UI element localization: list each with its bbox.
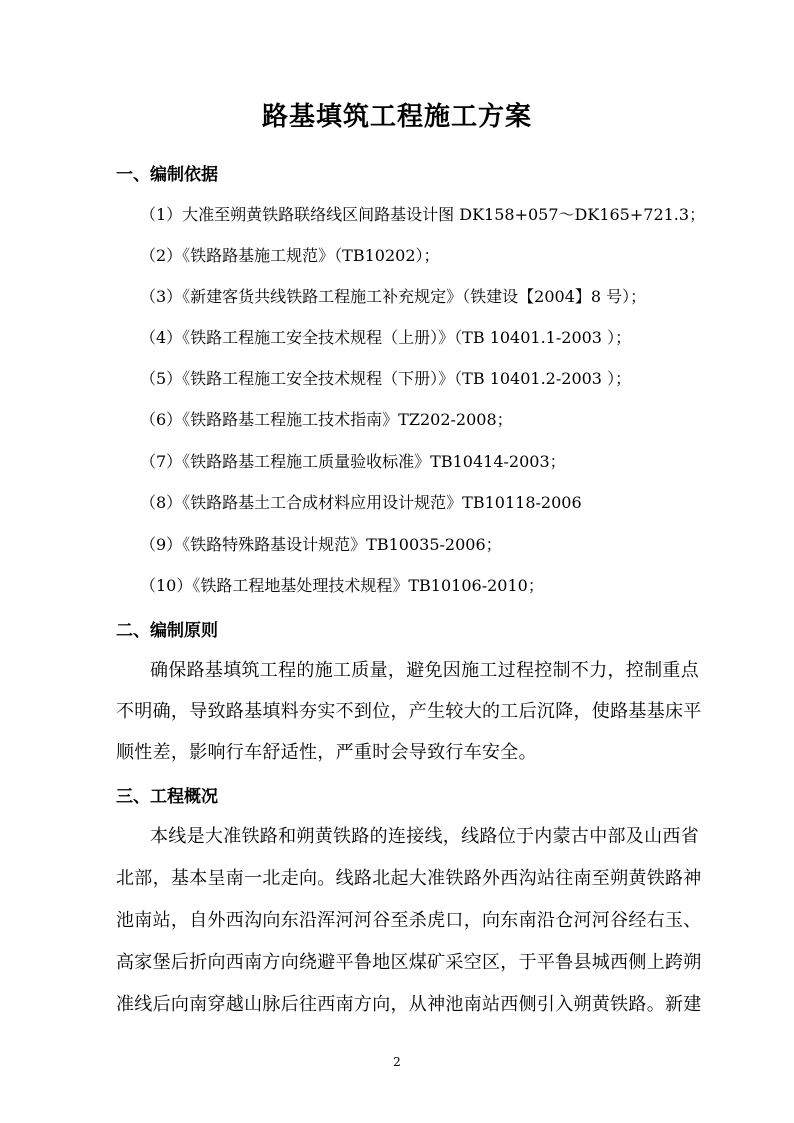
paragraph-line: 北部，基本呈南一北走向。线路北起大准铁路外西沟站往南至朔黄铁路神: [116, 868, 702, 889]
section-heading-principles: 二、编制原则: [116, 621, 218, 641]
reference-item: （3）《新建客货共线铁路工程施工补充规定》（铁建设【2004】8 号）；: [140, 287, 647, 306]
paragraph-line: 顺性差，影响行车舒适性，严重时会导致行车安全。: [116, 742, 537, 763]
reference-item: （10）《铁路工程地基处理技术规程》TB10106-2010；: [140, 576, 544, 595]
paragraph-line: 池南站，自外西沟向东沿浑河河谷至杀虎口，向东南沿仓河河谷经右玉、: [116, 910, 702, 931]
paragraph-line: 不明确，导致路基填料夯实不到位，产生较大的工后沉降，使路基基床平: [116, 701, 702, 722]
paragraph-line: 本线是大准铁路和朔黄铁路的连接线，线路位于内蒙古中部及山西省: [150, 826, 699, 847]
reference-item: （6）《铁路路基工程施工技术指南》TZ202-2008；: [140, 410, 513, 429]
reference-item: （9）《铁路特殊路基设计规范》TB10035-2006；: [140, 535, 502, 554]
reference-item: （5）《铁路工程施工安全技术规程（下册）》（TB 10401.2-2003 ）；: [140, 369, 632, 388]
paragraph-line: 高家堡后折向西南方向绕避平鲁地区煤矿采空区，于平鲁县城西侧上跨朔: [116, 952, 702, 973]
document-title: 路基填筑工程施工方案: [261, 102, 532, 132]
reference-item: （4）《铁路工程施工安全技术规程（上册）》（TB 10401.1-2003 ）；: [140, 328, 632, 347]
reference-item: （1）大准至朔黄铁路联络线区间路基设计图 DK158+057～DK165+721.3；: [140, 205, 706, 224]
section-heading-basis: 一、编制依据: [116, 165, 218, 185]
page-number: 2: [393, 1055, 401, 1069]
reference-item: （7）《铁路路基工程施工质量验收标准》TB10414-2003；: [140, 452, 566, 471]
paragraph-line: 确保路基填筑工程的施工质量，避免因施工过程控制不力，控制重点: [150, 660, 699, 681]
paragraph-line: 准线后向南穿越山脉后往西南方向，从神池南站西侧引入朔黄铁路。新建: [116, 994, 702, 1015]
reference-item: （2）《铁路路基施工规范》（TB10202）；: [140, 246, 440, 265]
section-heading-overview: 三、工程概况: [116, 787, 218, 807]
reference-item: （8）《铁路路基土工合成材料应用设计规范》TB10118-2006: [140, 493, 582, 512]
